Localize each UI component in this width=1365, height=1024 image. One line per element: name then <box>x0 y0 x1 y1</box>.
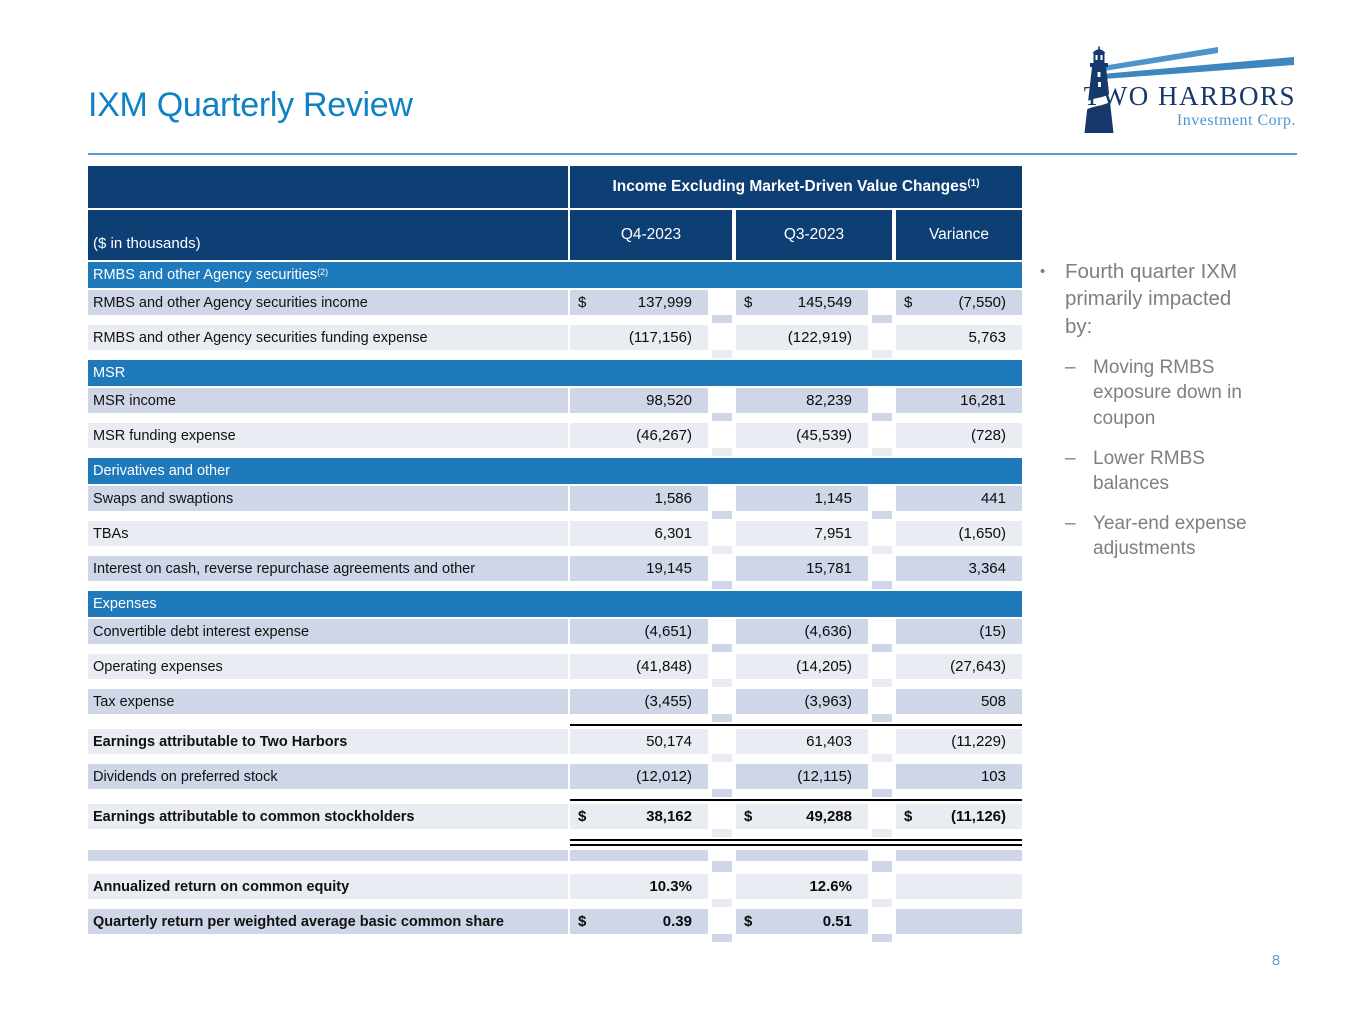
cell-value: (11,126) <box>950 808 1006 825</box>
spacer-cell <box>872 546 892 554</box>
value-cell <box>736 689 868 714</box>
footnote-ref: (2) <box>317 266 329 277</box>
spacer-cell <box>872 511 892 519</box>
value-cell <box>570 325 708 350</box>
label-cell: Convertible debt interest expense <box>88 619 568 644</box>
cell-value: 98,520 <box>646 392 692 409</box>
spacer-cell <box>712 829 732 837</box>
table-row <box>88 423 1022 456</box>
cell-value: (1,650) <box>958 525 1006 542</box>
value-cell <box>736 423 868 448</box>
label-cell: Swaps and swaptions <box>88 486 568 511</box>
value-cell <box>736 654 868 679</box>
currency-symbol: $ <box>578 294 587 311</box>
value-cell <box>896 909 1022 934</box>
cell-value: (117,156) <box>628 329 692 346</box>
value-cell <box>736 804 868 829</box>
two-harbors-logo <box>1066 44 1298 143</box>
currency-symbol: $ <box>578 808 587 825</box>
cell-value: (12,115) <box>797 768 852 785</box>
cell-value: (4,651) <box>644 623 692 640</box>
label-cell: MSR income <box>88 388 568 413</box>
cell-value: 5,763 <box>968 329 1006 346</box>
page-title: IXM Quarterly Review <box>88 86 413 124</box>
bullet-text: Fourth quarter IXM primarily impacted by: <box>1065 260 1238 338</box>
value-cell <box>570 290 708 315</box>
label-cell: RMBS and other Agency securities income <box>88 290 568 315</box>
bullet-icon: • <box>1040 263 1046 280</box>
value-cell <box>570 764 708 789</box>
value-cell <box>736 556 868 581</box>
cell-value: 49,288 <box>806 808 852 825</box>
table-row <box>88 556 1022 589</box>
value-cell <box>570 804 708 829</box>
dash-icon: – <box>1065 357 1076 379</box>
section-label: MSR <box>88 360 1022 386</box>
value-cell <box>896 654 1022 679</box>
subtotal-rule <box>570 799 1022 801</box>
value-cell <box>896 850 1022 861</box>
currency-symbol: $ <box>578 913 587 930</box>
cell-value: 1,586 <box>654 490 692 507</box>
label-cell: Tax expense <box>88 689 568 714</box>
value-cell <box>570 909 708 934</box>
cell-value: (12,012) <box>636 768 692 785</box>
table-row <box>88 486 1022 519</box>
cell-value: 0.51 <box>822 913 852 930</box>
table-row <box>88 804 1022 837</box>
column-header-q4: Q4-2023 <box>570 210 732 260</box>
section-row <box>88 262 1022 288</box>
lighthouse-icon <box>1066 44 1298 138</box>
cell-value: 508 <box>980 693 1006 710</box>
spacer-cell <box>712 413 732 421</box>
table-row <box>88 388 1022 421</box>
value-cell <box>570 486 708 511</box>
income-table <box>88 166 1022 944</box>
value-cell <box>570 874 708 899</box>
spacer-cell <box>712 789 732 797</box>
page-number: 8 <box>1272 953 1281 969</box>
spacer-cell <box>872 315 892 323</box>
column-header-variance: Variance <box>896 210 1022 260</box>
section-row <box>88 591 1022 617</box>
sub-bullet-text: Year-end expense adjustments <box>1093 512 1247 559</box>
spacer-cell <box>872 754 892 762</box>
currency-symbol: $ <box>904 294 913 311</box>
value-cell <box>736 325 868 350</box>
dash-icon: – <box>1065 447 1076 469</box>
logo-subtitle: Investment Corp. <box>1176 112 1296 129</box>
label-cell: Quarterly return per weighted average basic common share <box>88 909 568 934</box>
spacer-cell <box>712 644 732 652</box>
value-cell <box>736 486 868 511</box>
cell-value: 145,549 <box>797 294 852 311</box>
cell-value: 16,281 <box>960 392 1006 409</box>
cell-value: (15) <box>979 623 1006 640</box>
spacer-cell <box>872 350 892 358</box>
spacer-cell <box>872 448 892 456</box>
cell-value: 82,239 <box>806 392 852 409</box>
spacer-cell <box>712 754 732 762</box>
table-row <box>88 654 1022 687</box>
spacer-cell <box>712 511 732 519</box>
units-label: ($ in thousands) <box>88 210 568 260</box>
spacer-cell <box>712 714 732 722</box>
section-label: Expenses <box>88 591 1022 617</box>
value-cell <box>570 556 708 581</box>
cell-value: 10.3% <box>649 878 692 895</box>
spacer-cell <box>712 899 732 907</box>
spacer-cell <box>872 934 892 942</box>
value-cell <box>570 521 708 546</box>
bullet-item <box>1040 258 1302 340</box>
cell-value: 0.39 <box>662 913 692 930</box>
value-cell <box>570 850 708 861</box>
footnote-ref-1: (1) <box>967 177 980 189</box>
logo-name: TWO HARBORS <box>1083 81 1296 111</box>
spacer-cell <box>872 413 892 421</box>
cell-value: (3,455) <box>644 693 692 710</box>
header-title-cell <box>570 166 1022 208</box>
subtotal-rule <box>570 724 1022 726</box>
cell-value: 137,999 <box>637 294 692 311</box>
value-cell <box>570 388 708 413</box>
section-label: RMBS and other Agency securities (2) <box>88 262 1022 288</box>
value-cell <box>896 521 1022 546</box>
value-cell <box>570 423 708 448</box>
cell-value: (41,848) <box>636 658 692 675</box>
currency-symbol: $ <box>744 808 753 825</box>
label-cell: TBAs <box>88 521 568 546</box>
table-row <box>88 325 1022 358</box>
cell-value: (728) <box>970 427 1006 444</box>
value-cell <box>896 804 1022 829</box>
label-cell: Interest on cash, reverse repurchase agreements and other <box>88 556 568 581</box>
title-underline <box>88 153 1297 155</box>
cell-value: 3,364 <box>968 560 1006 577</box>
table-row <box>88 619 1022 652</box>
label-cell: Earnings attributable to common stockholders <box>88 804 568 829</box>
column-header-q3: Q3-2023 <box>736 210 892 260</box>
dash-icon: – <box>1065 512 1076 534</box>
cell-value: (11,229) <box>951 733 1006 750</box>
section-row <box>88 360 1022 386</box>
spacer-cell <box>712 679 732 687</box>
value-cell <box>896 874 1022 899</box>
value-cell <box>736 909 868 934</box>
currency-symbol: $ <box>904 808 913 825</box>
value-cell <box>896 729 1022 754</box>
sub-bullet-text: Moving RMBS exposure down in coupon <box>1093 357 1242 429</box>
cell-value: 38,162 <box>646 808 692 825</box>
label-cell: Dividends on preferred stock <box>88 764 568 789</box>
cell-value: 6,301 <box>654 525 692 542</box>
cell-value: 50,174 <box>646 733 692 750</box>
value-cell <box>896 290 1022 315</box>
spacer-row <box>88 850 1022 872</box>
cell-value: 7,951 <box>814 525 852 542</box>
label-cell <box>88 850 568 861</box>
value-cell <box>896 556 1022 581</box>
cell-value: (46,267) <box>636 427 692 444</box>
spacer-cell <box>872 679 892 687</box>
section-row <box>88 458 1022 484</box>
sub-bullet-item <box>1065 511 1302 561</box>
header-title: Income Excluding Market-Driven Value Changes <box>612 178 968 195</box>
value-cell <box>896 764 1022 789</box>
cell-value: (27,643) <box>950 658 1006 675</box>
total-double-rule <box>570 839 1022 846</box>
value-cell <box>736 764 868 789</box>
currency-symbol: $ <box>744 913 753 930</box>
cell-value: 15,781 <box>806 560 852 577</box>
label-cell: Operating expenses <box>88 654 568 679</box>
value-cell <box>570 619 708 644</box>
spacer-cell <box>872 789 892 797</box>
label-cell: Earnings attributable to Two Harbors <box>88 729 568 754</box>
cell-value: 12.6% <box>809 878 852 895</box>
spacer-cell <box>712 448 732 456</box>
table-row <box>88 729 1022 762</box>
table-row <box>88 689 1022 722</box>
value-cell <box>736 619 868 644</box>
cell-value: 441 <box>980 490 1006 507</box>
label-cell: MSR funding expense <box>88 423 568 448</box>
spacer-cell <box>872 714 892 722</box>
cell-value: 103 <box>980 768 1006 785</box>
cell-value: (122,919) <box>787 329 852 346</box>
value-cell <box>896 325 1022 350</box>
spacer-cell <box>872 581 892 589</box>
value-cell <box>896 423 1022 448</box>
cell-value: (7,550) <box>958 294 1006 311</box>
sub-bullet-item <box>1065 446 1302 496</box>
table-row <box>88 909 1022 942</box>
spacer-cell <box>872 829 892 837</box>
table-row <box>88 521 1022 554</box>
value-cell <box>736 290 868 315</box>
spacer-cell <box>712 546 732 554</box>
cell-value: (4,636) <box>804 623 852 640</box>
sub-bullet-item <box>1065 355 1302 430</box>
spacer-cell <box>872 644 892 652</box>
cell-value: (45,539) <box>796 427 852 444</box>
spacer-cell <box>712 315 732 323</box>
table-header <box>88 166 1022 260</box>
value-cell <box>896 486 1022 511</box>
sub-bullet-text: Lower RMBS balances <box>1093 447 1205 494</box>
value-cell <box>570 729 708 754</box>
spacer-cell <box>872 899 892 907</box>
notes-panel <box>1040 258 1302 561</box>
table-row <box>88 874 1022 907</box>
cell-value: (14,205) <box>796 658 852 675</box>
table-row <box>88 764 1022 797</box>
spacer-cell <box>712 581 732 589</box>
value-cell <box>896 689 1022 714</box>
header-blank-cell <box>88 166 568 208</box>
value-cell <box>570 689 708 714</box>
cell-value: 19,145 <box>646 560 692 577</box>
value-cell <box>570 654 708 679</box>
cell-value: 61,403 <box>806 733 852 750</box>
value-cell <box>736 521 868 546</box>
label-cell: RMBS and other Agency securities funding expense <box>88 325 568 350</box>
cell-value: (3,963) <box>804 693 852 710</box>
value-cell <box>896 619 1022 644</box>
label-cell: Annualized return on common equity <box>88 874 568 899</box>
section-label: Derivatives and other <box>88 458 1022 484</box>
value-cell <box>896 388 1022 413</box>
spacer-cell <box>712 350 732 358</box>
value-cell <box>736 729 868 754</box>
value-cell <box>736 874 868 899</box>
cell-value: 1,145 <box>814 490 852 507</box>
spacer-cell <box>712 861 732 872</box>
table-body <box>88 262 1022 942</box>
spacer-cell <box>872 861 892 872</box>
value-cell <box>736 388 868 413</box>
table-row <box>88 290 1022 323</box>
value-cell <box>736 850 868 861</box>
spacer-cell <box>712 934 732 942</box>
currency-symbol: $ <box>744 294 753 311</box>
